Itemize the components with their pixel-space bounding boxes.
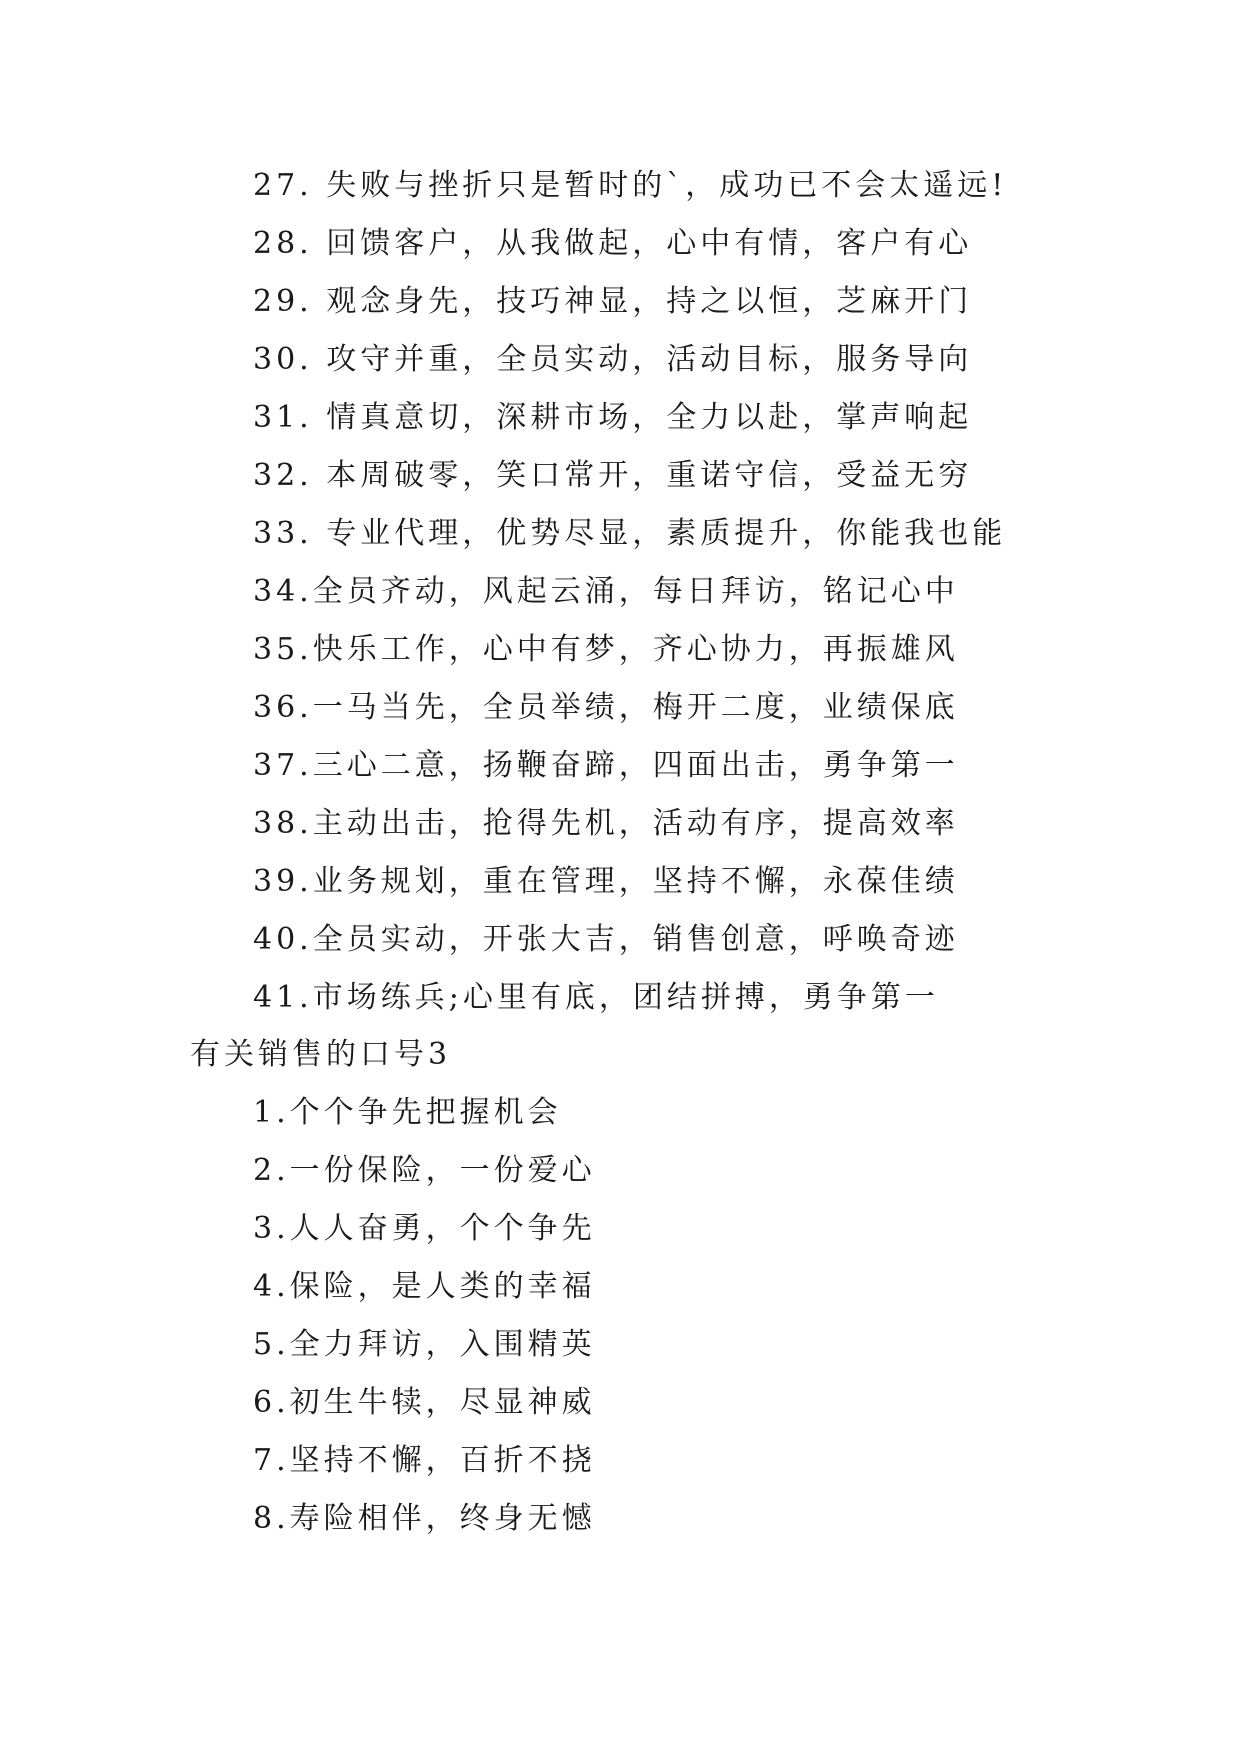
list-item: 40.全员实动，开张大吉，销售创意，呼唤奇迹 xyxy=(253,922,959,957)
list-item: 30. 攻守并重，全员实动，活动目标，服务导向 xyxy=(253,342,973,377)
slogan-list-continued xyxy=(253,157,1007,1027)
list-item: 4.保险，是人类的幸福 xyxy=(253,1269,596,1304)
list-item: 27. 失败与挫折只是暂时的`，成功已不会太遥远! xyxy=(253,168,1008,203)
list-item: 29. 观念身先，技巧神显，持之以恒，芝麻开门 xyxy=(253,284,973,319)
list-item: 41.市场练兵;心里有底，团结拼搏，勇争第一 xyxy=(253,980,939,1015)
section-heading: 有关销售的口号3 xyxy=(190,1037,452,1072)
list-item: 34.全员齐动，风起云涌，每日拜访，铭记心中 xyxy=(253,574,959,609)
list-item: 28. 回馈客户，从我做起，心中有情，客户有心 xyxy=(253,226,973,261)
list-item: 31. 情真意切，深耕市场，全力以赴，掌声响起 xyxy=(253,400,973,435)
list-item: 35.快乐工作，心中有梦，齐心协力，再振雄风 xyxy=(253,632,959,667)
list-item: 37.三心二意，扬鞭奋蹄，四面出击，勇争第一 xyxy=(253,748,959,783)
list-item: 7.坚持不懈，百折不挠 xyxy=(253,1443,596,1478)
list-item: 2.一份保险，一份爱心 xyxy=(253,1153,596,1188)
list-item: 32. 本周破零，笑口常开，重诺守信，受益无穷 xyxy=(253,458,973,493)
list-item: 3.人人奋勇，个个争先 xyxy=(253,1211,596,1246)
list-item: 6.初生牛犊，尽显神威 xyxy=(253,1385,596,1420)
list-item: 1.个个争先把握机会 xyxy=(253,1095,562,1130)
list-item: 36.一马当先，全员举绩，梅开二度，业绩保底 xyxy=(253,690,959,725)
list-item: 39.业务规划，重在管理，坚持不懈，永葆佳绩 xyxy=(253,864,959,899)
slogan-list xyxy=(253,1084,596,1548)
list-item: 38.主动出击，抢得先机，活动有序，提高效率 xyxy=(253,806,959,841)
list-item: 5.全力拜访，入围精英 xyxy=(253,1327,596,1362)
list-item: 33. 专业代理，优势尽显，素质提升，你能我也能 xyxy=(253,516,1007,551)
list-item: 8.寿险相伴，终身无憾 xyxy=(253,1501,596,1536)
